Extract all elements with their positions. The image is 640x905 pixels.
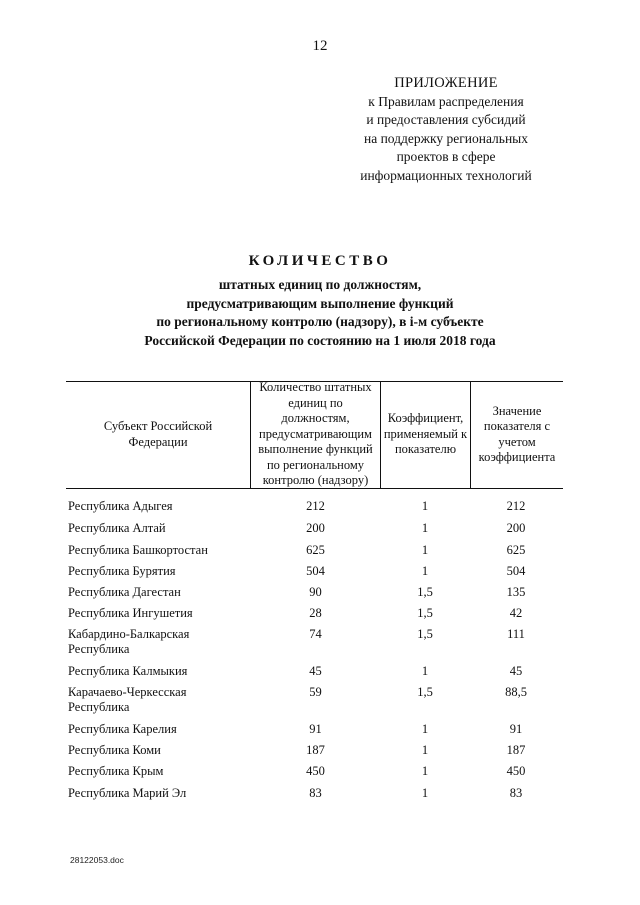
cell-subject: Республика Алтай [68,521,166,535]
cell-coefficient: 1 [421,543,429,557]
subtitle-line: штатных единиц по должностям, [218,277,422,292]
cell-subject: Республика Ингушетия [68,606,193,620]
document-file-code: 28122053.doc [70,855,124,865]
cell-coefficient: 1 [421,521,429,535]
cell-value: 45 [509,664,523,678]
cell-count: 90 [309,585,322,599]
cell-coefficient: 1,5 [417,685,433,699]
cell-count: 200 [306,521,325,535]
header-subject-label: Субъект Российской Федерации [103,419,213,449]
cell-coefficient: 1 [421,499,429,513]
cell-count: 45 [309,664,322,678]
cell-count: 74 [309,627,322,641]
cell-value: 42 [509,606,523,620]
cell-coefficient: 1 [421,743,429,757]
appendix-title: ПРИЛОЖЕНИЕ [394,75,498,91]
appendix-line: к Правилам распределения [368,93,524,109]
cell-coefficient: 1,5 [417,585,433,599]
cell-count: 450 [306,764,325,778]
cell-count: 83 [309,786,322,800]
cell-count: 59 [309,685,322,699]
header-count-label: Количество штатных единиц по должностям, предусматривающим выполнение функций по региональному контролю (надзору) [258,380,373,488]
cell-coefficient: 1 [421,786,429,800]
cell-value: 187 [506,743,526,757]
cell-subject: Карачаево-Черкесская Республика [68,685,187,714]
cell-value: 111 [507,627,525,641]
cell-subject: Республика Калмыкия [68,664,188,678]
cell-subject: Кабардино-Балкарская Республика [68,627,190,656]
cell-subject: Республика Марий Эл [68,786,187,800]
cell-subject: Республика Адыгея [68,499,173,513]
cell-value: 83 [509,786,523,800]
cell-subject: Республика Крым [68,764,164,778]
cell-count: 625 [306,543,325,557]
cell-coefficient: 1,5 [417,627,433,641]
cell-coefficient: 1 [421,722,429,736]
cell-value: 91 [509,722,523,736]
cell-value: 625 [506,543,526,557]
subtitle-line: Российской Федерации по состоянию на 1 июля 2018 года [144,332,496,348]
cell-value: 200 [506,521,526,535]
cell-count: 91 [309,722,322,736]
cell-value: 504 [506,564,526,578]
cell-coefficient: 1 [421,764,429,778]
cell-subject: Республика Бурятия [68,564,176,578]
cell-count: 187 [306,743,325,757]
cell-count: 212 [306,499,325,513]
page-number: 12 [312,38,328,54]
cell-subject: Республика Карелия [68,722,177,736]
cell-count: 504 [306,564,325,578]
cell-subject: Республика Башкортостан [68,543,208,557]
header-value-label: Значение показателя с учетом коэффициента [478,403,556,464]
cell-coefficient: 1 [421,664,429,678]
cell-value: 88,5 [505,685,527,699]
document-title: КОЛИЧЕСТВО [248,253,392,269]
cell-value: 212 [506,499,526,513]
cell-subject: Республика Коми [68,743,161,757]
header-coefficient-label: Коэффициент, применяемый к показателю [383,411,468,457]
appendix-line: и предоставления субсидий [366,112,526,127]
subtitle-line: по региональному контролю (надзору), в i-м субъекте [156,314,484,329]
cell-coefficient: 1 [421,564,429,578]
subtitle-line: предусматривающим выполнение функций [186,295,454,311]
appendix-line: на поддержку региональных [363,130,528,146]
appendix-line: проектов в сфере [396,149,496,164]
cell-coefficient: 1,5 [417,606,433,620]
cell-value: 135 [506,585,526,599]
cell-count: 28 [309,606,322,620]
cell-subject: Республика Дагестан [68,585,181,599]
appendix-line: информационных технологий [360,167,532,183]
cell-value: 450 [506,764,526,778]
